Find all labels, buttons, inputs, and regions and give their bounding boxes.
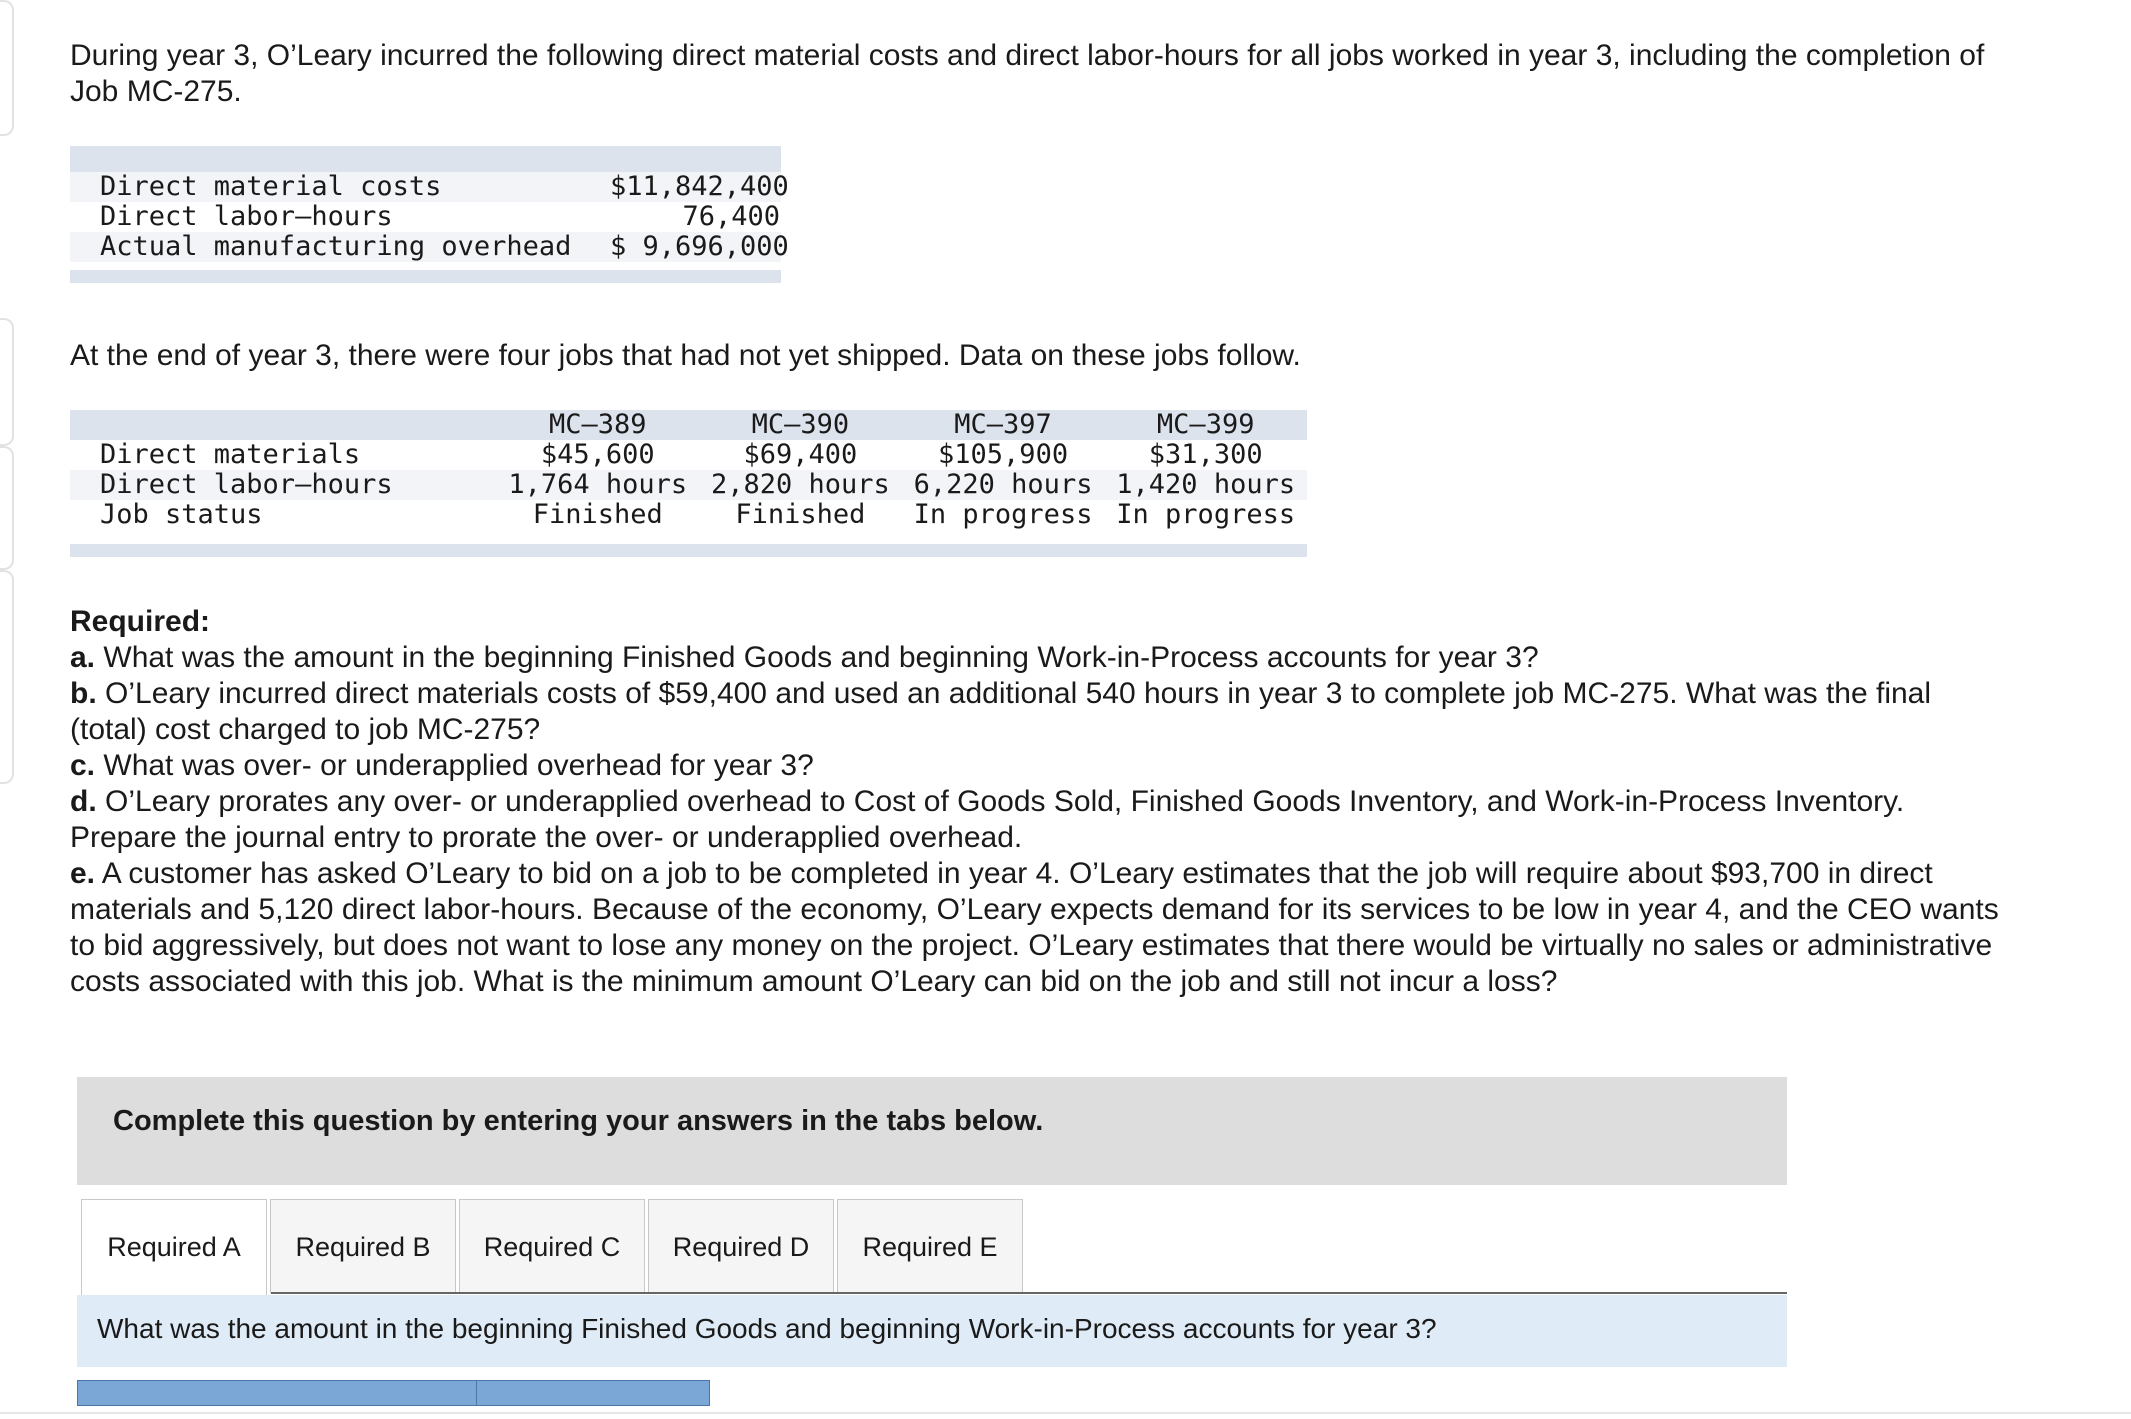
table-row (70, 470, 1307, 500)
table-cell: In progress (913, 499, 1093, 530)
instruction-text: Complete this question by entering your answers in the tabs below. (113, 1105, 1044, 1137)
table-cell: Finished (735, 499, 866, 530)
table-cell: 2,820 hours (711, 469, 890, 500)
table-row (70, 231, 789, 262)
page-bottom-rule (0, 1412, 2131, 1414)
required-item-a: a. What was the amount in the beginning Finished Goods and beginning Work-in-Process accounts for year 3? (70, 641, 1539, 674)
tab-required-c[interactable]: Required C (459, 1199, 645, 1293)
table-cell: 1,420 hours (1116, 469, 1296, 500)
answer-table-header-cell (77, 1380, 477, 1406)
column-header: MC–397 (954, 409, 1052, 440)
question-text: What was the amount in the beginning Finished Goods and beginning Work-in-Process accounts for year 3? (97, 1313, 1437, 1344)
required-item-b: b. O’Leary incurred direct materials costs of $59,400 and used an additional 540 hours in year 3 to complete job MC-275. What was the final (total) cost charged to job MC-275? (70, 677, 1932, 746)
tab-required-d[interactable]: Required D (648, 1199, 834, 1293)
table-cell: In progress (1116, 499, 1296, 530)
jobs-table (70, 410, 1307, 557)
column-header: MC–390 (751, 409, 850, 440)
row-value: $11,842,400 (610, 171, 789, 202)
answer-tabs (81, 1199, 1026, 1295)
row-label: Direct labor–hours (100, 469, 393, 500)
table-row (70, 202, 781, 232)
row-label: Direct labor–hours (100, 201, 393, 232)
table-cell: 6,220 hours (913, 469, 1093, 500)
answer-table-header-cell (476, 1380, 710, 1406)
row-label: Job status (100, 499, 263, 530)
row-label: Direct materials (100, 439, 361, 470)
jobs-intro-paragraph: At the end of year 3, there were four jobs that had not yet shipped. Data on these jobs follow. (70, 339, 1301, 372)
column-header: MC–389 (549, 409, 647, 440)
table-cell: $105,900 (938, 439, 1069, 470)
table-footer-band (70, 270, 781, 283)
table-row (70, 171, 789, 202)
table-cell: Finished (532, 499, 663, 530)
required-section (70, 604, 2010, 1000)
row-label: Actual manufacturing overhead (100, 231, 572, 262)
table-cell: $69,400 (743, 439, 858, 470)
left-edge-card (0, 446, 14, 570)
row-value: $ 9,696,000 (610, 231, 789, 262)
tab-required-b[interactable]: Required B (270, 1199, 456, 1293)
header-spacer (70, 410, 496, 440)
left-edge-card (0, 0, 14, 136)
left-edge-card (0, 570, 14, 784)
left-edge-card (0, 318, 14, 446)
column-header: MC–399 (1156, 409, 1255, 440)
table-header-band (70, 146, 781, 172)
question-panel (77, 1295, 1787, 1367)
table-header-row (70, 410, 1307, 440)
row-value: 76,400 (682, 201, 780, 232)
table-row (70, 500, 1307, 530)
required-item-c: c. What was over- or underapplied overhead for year 3? (70, 749, 814, 782)
tab-required-a[interactable]: Required A (81, 1199, 267, 1295)
table-cell: 1,764 hours (508, 469, 688, 500)
tab-divider (271, 1292, 1787, 1294)
required-heading: Required: (70, 605, 211, 638)
table-cell: $45,600 (540, 439, 655, 470)
table-row (70, 440, 1307, 470)
intro-paragraph: During year 3, O’Leary incurred the following direct material costs and direct labor-hours for all jobs worked in year 3, including the completion of Job MC-275. (70, 39, 1985, 108)
required-item-e: e. A customer has asked O’Leary to bid on a job to be completed in year 4. O’Leary estimates that the job will require about $93,700 in direct materials and 5,120 direct labor-hours. Because of the economy, O’Leary expects demand for its services to be low in year 4, and the CEO wants to bid aggressively, but does not want to lose any money on the project. O’Leary estimates that there would be virtually no sales or administrative costs associated with this job. What is the minimum amount O’Leary can bid on the job and still not incur a loss? (70, 857, 1999, 998)
tab-required-e[interactable]: Required E (837, 1199, 1023, 1293)
table-cell: $31,300 (1148, 439, 1263, 470)
required-item-d: d. O’Leary prorates any over- or underapplied overhead to Cost of Goods Sold, Finished Goods Inventory, and Work-in-Process Inventory. Prepare the journal entry to prorate the over- or underapplied overhead. (70, 785, 1905, 854)
instruction-box (77, 1077, 1787, 1185)
table-footer-band (70, 544, 1307, 557)
row-label: Direct material costs (100, 171, 442, 202)
cost-summary-table (70, 146, 789, 283)
